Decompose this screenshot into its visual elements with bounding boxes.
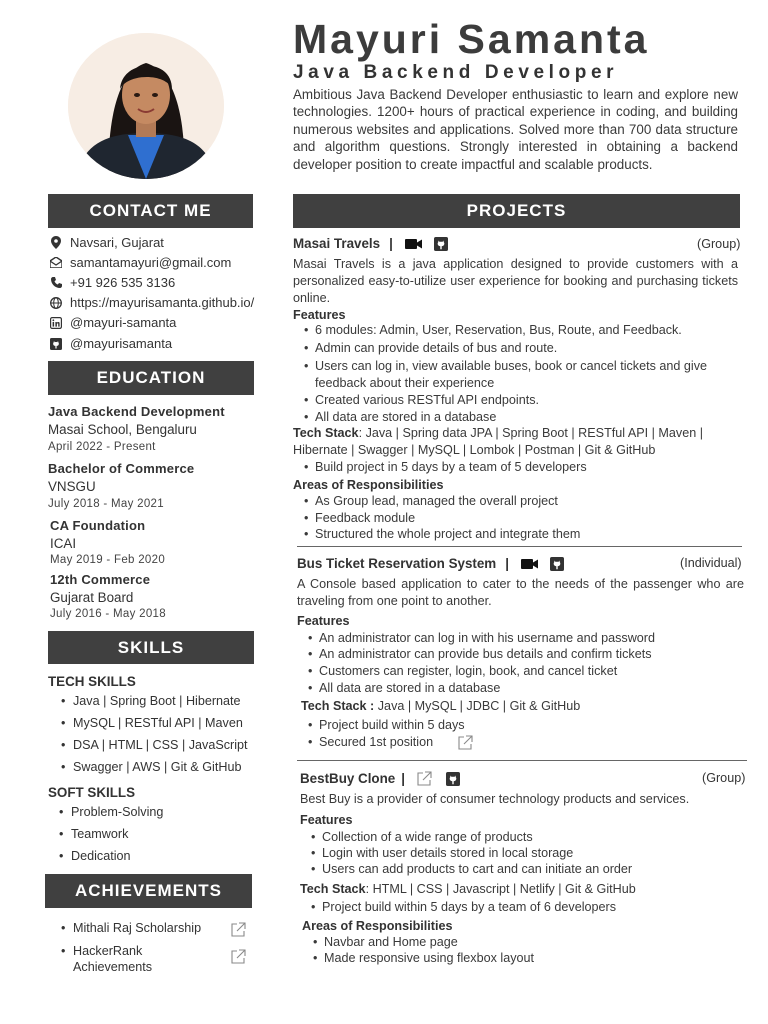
project-name: Masai Travels bbox=[293, 236, 381, 251]
areas-heading: Areas of Responsibilities bbox=[293, 478, 444, 492]
website-link[interactable]: https://mayurisamanta.github.io/ bbox=[70, 295, 255, 310]
tech-stack-label: Tech Stack bbox=[300, 882, 366, 896]
contact-github[interactable] bbox=[49, 336, 172, 351]
project-title-masai-travels bbox=[293, 236, 448, 251]
external-link-icon[interactable] bbox=[458, 735, 473, 755]
area-item: • As Group lead, managed the overall project bbox=[315, 493, 735, 510]
tech-stack-value: : HTML | CSS | Javascript | Netlify | Git & GitHub bbox=[365, 882, 636, 896]
github-icon[interactable] bbox=[446, 772, 460, 786]
education-degree: Bachelor of Commerce bbox=[48, 461, 195, 476]
education-dates: July 2018 - May 2021 bbox=[48, 498, 164, 510]
soft-skill-item: • Problem-Solving bbox=[71, 805, 163, 819]
education-school: Gujarat Board bbox=[50, 590, 134, 605]
feature-item: • Users can log in, view available buses, book or cancel tickets and give feedback about their experience bbox=[315, 358, 735, 392]
skills-section-header: SKILLS bbox=[48, 631, 254, 664]
project-divider bbox=[297, 760, 747, 761]
area-item: • Navbar and Home page bbox=[324, 934, 744, 951]
project-divider bbox=[297, 546, 742, 547]
tech-skill-item: • MySQL | RESTful API | Maven bbox=[73, 716, 243, 730]
candidate-name: Mayuri Samanta bbox=[293, 16, 650, 62]
title-separator: | bbox=[389, 236, 393, 251]
contact-email[interactable] bbox=[49, 255, 231, 270]
video-icon[interactable] bbox=[405, 239, 422, 249]
education-dates: May 2019 - Feb 2020 bbox=[50, 554, 166, 566]
external-link-icon[interactable] bbox=[231, 949, 246, 969]
tech-stack bbox=[293, 425, 738, 459]
education-degree: CA Foundation bbox=[50, 518, 146, 533]
tech-stack-value: Java | MySQL | JDBC | Git & GitHub bbox=[374, 699, 581, 713]
feature-item: • An administrator can provide bus details and confirm tickets bbox=[319, 646, 739, 663]
tech-note-item: • Build project in 5 days by a team of 5 developers bbox=[315, 459, 735, 476]
contact-linkedin[interactable] bbox=[49, 315, 176, 330]
feature-item: • All data are stored in a database bbox=[319, 680, 739, 697]
title-separator: | bbox=[401, 771, 405, 786]
tech-skill-item: • Java | Spring Boot | Hibernate bbox=[73, 694, 241, 708]
soft-skills-heading: SOFT SKILLS bbox=[48, 785, 136, 800]
achievement-item-continued: Achievements bbox=[73, 960, 153, 974]
features-heading: Features bbox=[300, 813, 353, 827]
achievement-note-item: • Project build within 5 days bbox=[319, 717, 619, 734]
project-type: (Group) bbox=[702, 771, 746, 785]
achievement-item: • Mithali Raj Scholarship bbox=[73, 921, 201, 935]
feature-item: • Users can add products to cart and can initiate an order bbox=[322, 861, 742, 878]
achievement-item: • HackerRank bbox=[73, 944, 142, 958]
globe-icon bbox=[49, 296, 63, 310]
github-handle[interactable]: @mayurisamanta bbox=[70, 336, 173, 351]
contact-location bbox=[49, 235, 164, 250]
feature-item: • Customers can register, login, book, and cancel ticket bbox=[319, 663, 739, 680]
profile-summary: Ambitious Java Backend Developer enthusiastic to learn and explore new technologies. 1200+ hours of practical experience in coding, and building numerous websites and applications. Solved more than 700 data structure and algorithm questions. Strongly interested in obtaining a backend developer position to create impactful and scalable products. bbox=[293, 87, 738, 172]
areas-heading: Areas of Responsibilities bbox=[302, 919, 453, 933]
project-title-bestbuy bbox=[300, 771, 460, 786]
feature-item: • Admin can provide details of bus and route. bbox=[315, 340, 735, 357]
tech-skill-item: • DSA | HTML | CSS | JavaScript bbox=[73, 738, 248, 752]
tech-skills-heading: TECH SKILLS bbox=[48, 674, 136, 689]
external-link-icon[interactable] bbox=[417, 771, 432, 786]
area-item: • Made responsive using flexbox layout bbox=[324, 950, 744, 967]
feature-item: • Created various RESTful API endpoints. bbox=[315, 392, 735, 409]
tech-note-item: • Project build within 5 days by a team of 6 developers bbox=[322, 899, 742, 916]
phone-icon bbox=[49, 276, 63, 290]
education-school: ICAI bbox=[50, 536, 77, 551]
phone-text[interactable]: +91 926 535 3136 bbox=[70, 275, 176, 290]
feature-item: • All data are stored in a database bbox=[315, 409, 735, 426]
soft-skill-item: • Teamwork bbox=[71, 827, 128, 841]
tech-stack bbox=[300, 881, 745, 898]
linkedin-icon bbox=[49, 316, 63, 330]
project-description: A Console based application to cater to the needs of the passenger who are traveling from one point to another. bbox=[297, 577, 744, 608]
contact-website[interactable] bbox=[49, 295, 254, 310]
tech-skill-item: • Swagger | AWS | Git & GitHub bbox=[73, 760, 241, 774]
project-name: BestBuy Clone bbox=[300, 771, 396, 786]
education-school: Masai School, Bengaluru bbox=[48, 422, 197, 437]
tech-stack-label: Tech Stack : bbox=[301, 699, 375, 713]
job-title: Java Backend Developer bbox=[293, 62, 619, 83]
feature-item: • Login with user details stored in local storage bbox=[322, 845, 742, 862]
features-heading: Features bbox=[293, 308, 346, 322]
contact-section-header: CONTACT ME bbox=[48, 194, 253, 228]
project-description: Best Buy is a provider of consumer technology products and services. bbox=[300, 792, 690, 806]
feature-item: • Collection of a wide range of products bbox=[322, 829, 742, 846]
github-icon[interactable] bbox=[550, 557, 564, 571]
tech-stack bbox=[301, 698, 746, 715]
achievements-section-header: ACHIEVEMENTS bbox=[45, 874, 252, 908]
project-name: Bus Ticket Reservation System bbox=[297, 556, 497, 571]
project-title-bus-ticket bbox=[297, 556, 564, 571]
area-item: • Feedback module bbox=[315, 510, 735, 527]
education-degree: Java Backend Development bbox=[48, 404, 225, 419]
projects-section-header: PROJECTS bbox=[293, 194, 740, 228]
tech-stack-label: Tech Stack bbox=[293, 426, 359, 440]
project-type: (Individual) bbox=[680, 556, 742, 570]
tech-stack-value: : Java | Spring data JPA | Spring Boot | RESTful API | Maven | Hibernate | Swagger | MySQL | Lombok | Postman | Git & GitHub bbox=[293, 426, 704, 457]
github-icon bbox=[49, 337, 63, 351]
location-icon bbox=[49, 236, 63, 250]
title-separator: | bbox=[505, 556, 509, 571]
linkedin-handle[interactable]: @mayuri-samanta bbox=[70, 315, 177, 330]
external-link-icon[interactable] bbox=[231, 922, 246, 942]
education-dates: July 2016 - May 2018 bbox=[50, 608, 166, 620]
email-text[interactable]: samantamayuri@gmail.com bbox=[70, 255, 232, 270]
project-type: (Group) bbox=[697, 237, 741, 251]
education-section-header: EDUCATION bbox=[48, 361, 254, 395]
contact-phone[interactable] bbox=[49, 275, 175, 290]
github-icon[interactable] bbox=[434, 237, 448, 251]
video-icon[interactable] bbox=[521, 559, 538, 569]
feature-item: • An administrator can log in with his username and password bbox=[319, 630, 739, 647]
profile-photo bbox=[68, 33, 224, 179]
location-text: Navsari, Gujarat bbox=[70, 235, 164, 250]
education-dates: April 2022 - Present bbox=[48, 441, 156, 453]
area-item: • Structured the whole project and integrate them bbox=[315, 526, 735, 543]
education-degree: 12th Commerce bbox=[50, 572, 151, 587]
soft-skill-item: • Dedication bbox=[71, 849, 131, 863]
achievement-note-item: • Secured 1st position bbox=[319, 734, 459, 751]
feature-item: • 6 modules: Admin, User, Reservation, Bus, Route, and Feedback. bbox=[315, 322, 735, 339]
education-school: VNSGU bbox=[48, 479, 96, 494]
email-icon bbox=[49, 256, 63, 270]
features-heading: Features bbox=[297, 614, 350, 628]
project-description: Masai Travels is a java application designed to provide customers with a personalized easy-to-utilize user experience for booking and purchasing tickets online. bbox=[293, 257, 738, 305]
